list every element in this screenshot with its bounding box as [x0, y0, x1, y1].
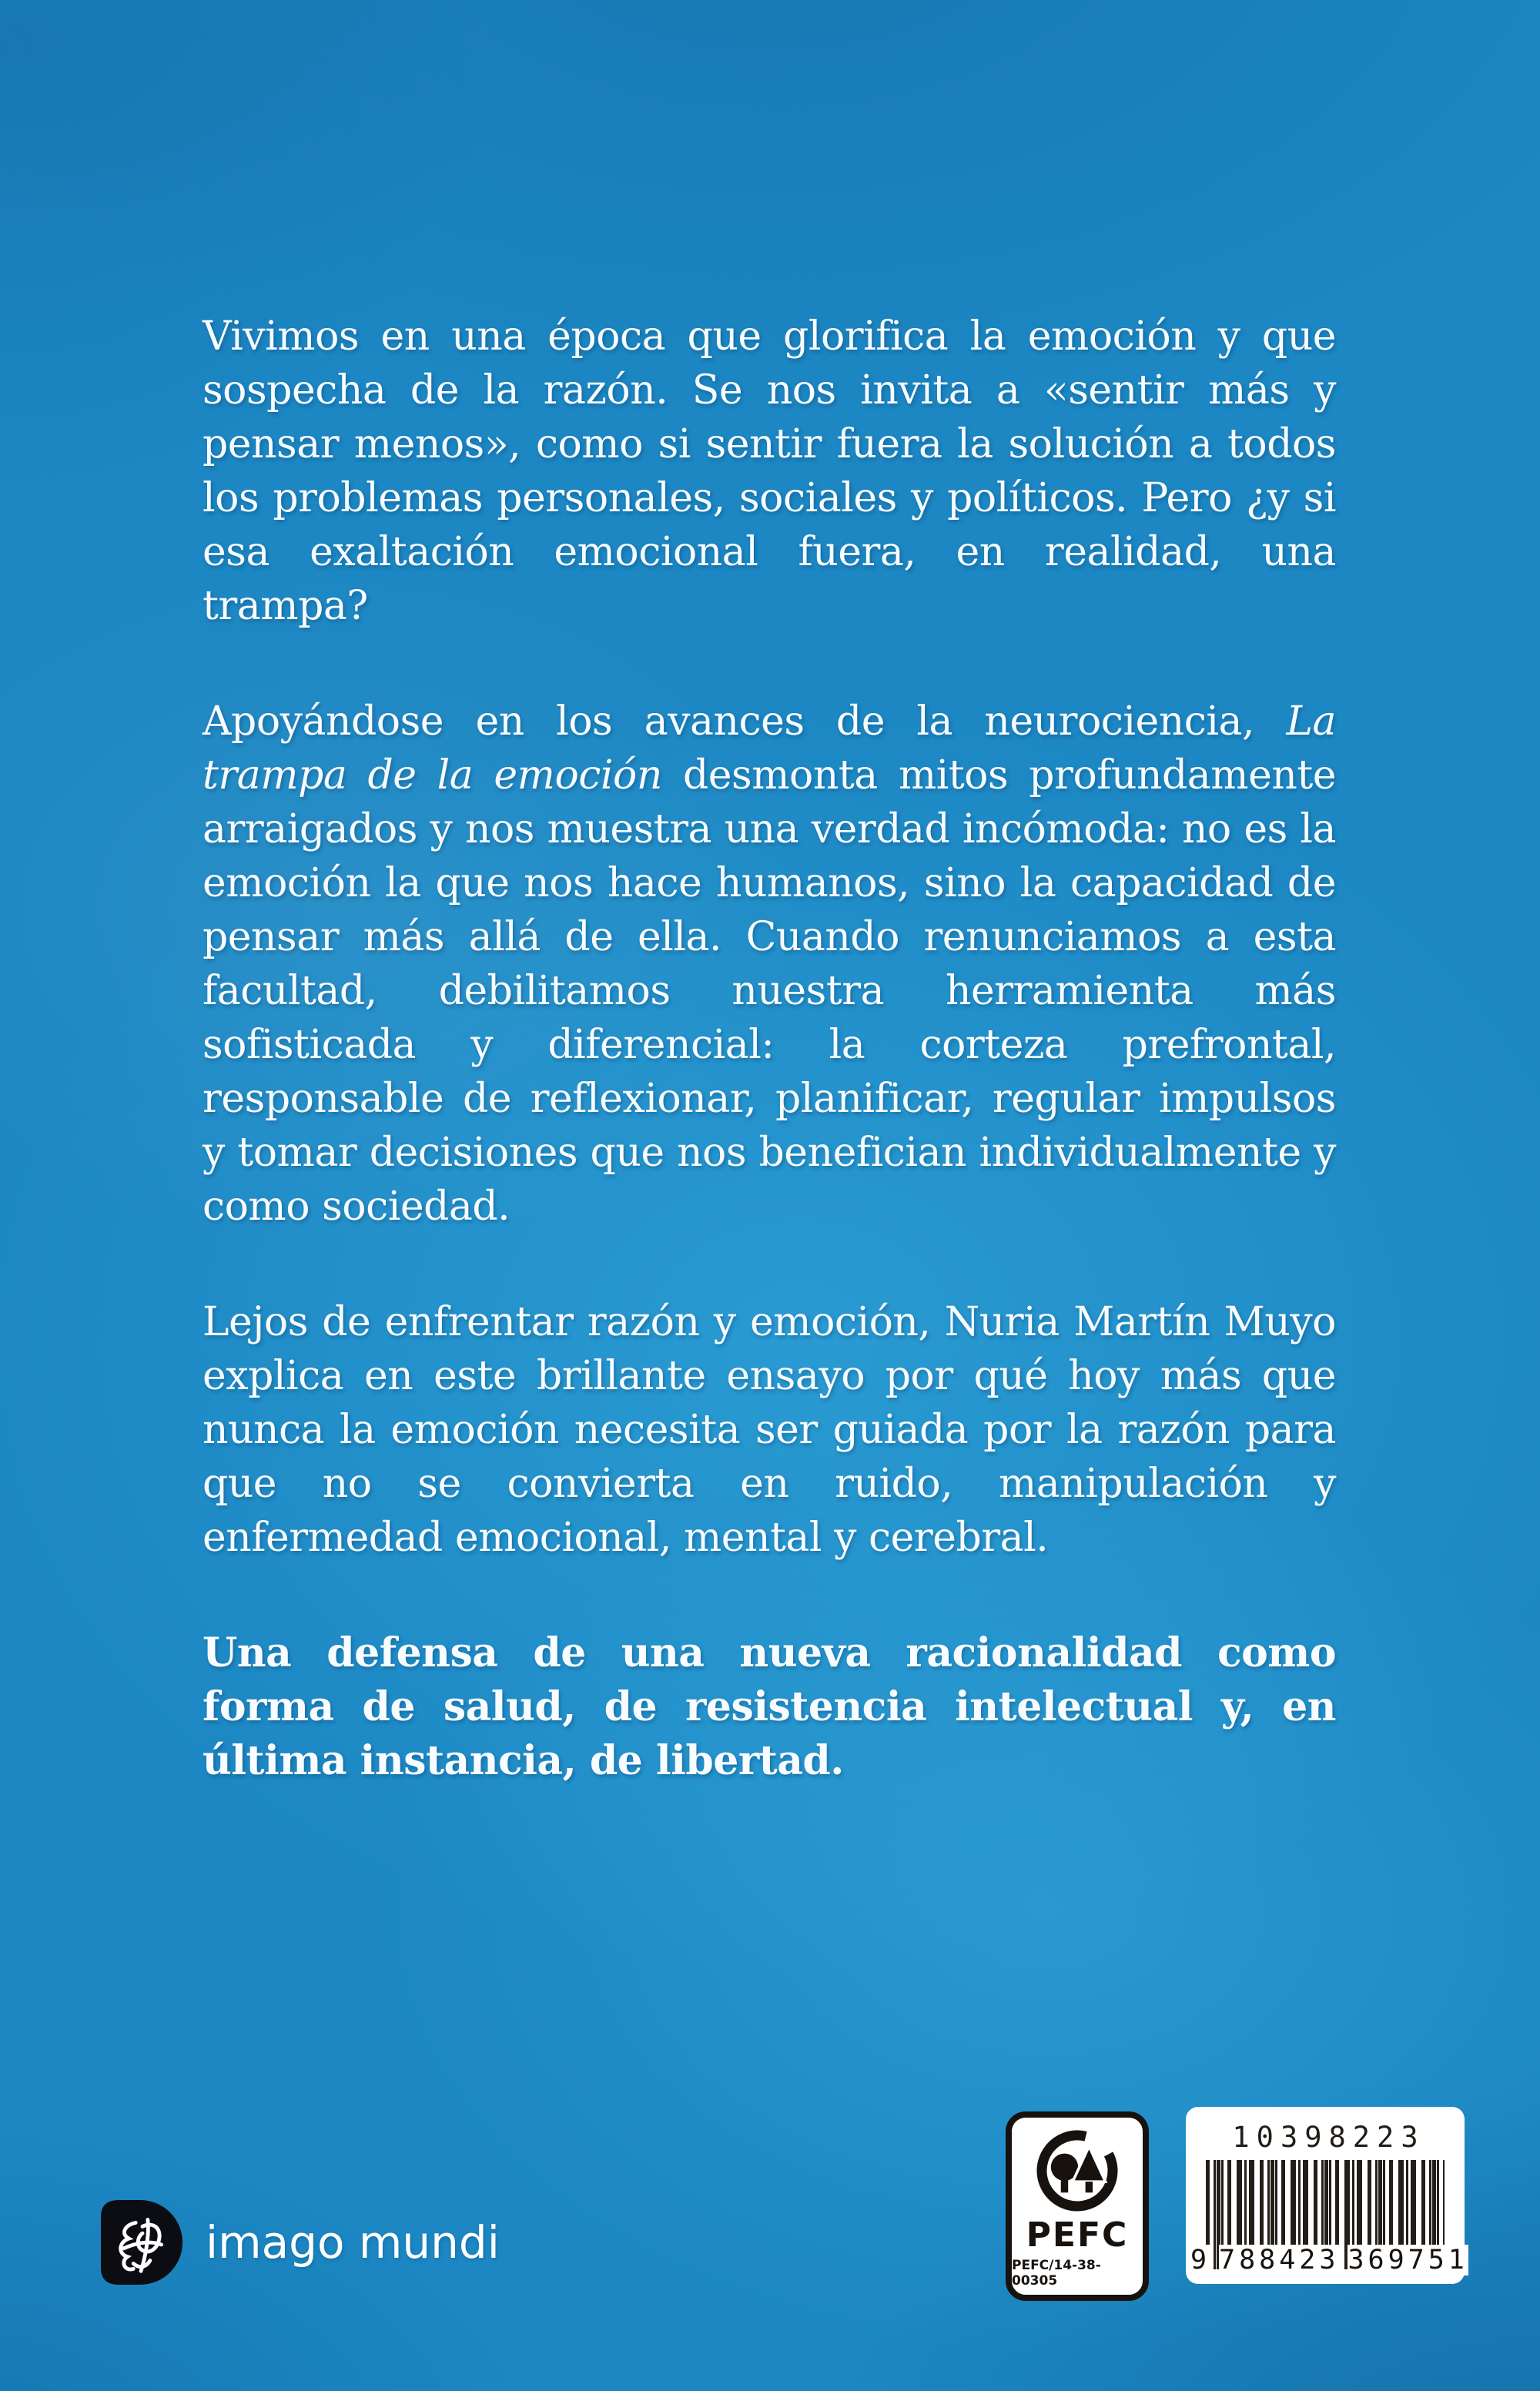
blurb-paragraph-1: Vivimos en una época que glorifica la emoción y que sospecha de la razón. Se nos invita a «sentir más y pensar menos», como si sentir fuera la solución a todos los problemas personales, sociales y políticos. Pero ¿y si esa exaltación emocional fuera, en realidad, una trampa?: [203, 313, 1336, 629]
pefc-cert-code: PEFC/14-38-00305: [1012, 2258, 1101, 2289]
isbn-group-2: 369751: [1348, 2245, 1468, 2275]
blurb: [203, 310, 1336, 1850]
isbn-group-1: 788423: [1219, 2245, 1340, 2275]
blurb-paragraph-2-rest: desmonta mitos profundamente arraigados y nos muestra una verdad incómoda: no es la emoción la que nos hace humanos, sino la capacidad de pensar más allá de ella. Cuando renunciamos a esta facultad, debilitamos nuestra herramienta más sofisticada y diferencial: la corteza prefrontal, responsable de reflexionar, planificar, regular impulsos y tomar decisiones que nos benefician individualmente y como sociedad.: [203, 752, 1337, 1230]
destino-d-icon: [101, 2199, 184, 2286]
pefc-label: PEFC: [1026, 2215, 1129, 2255]
barcode-box: [1186, 2107, 1468, 2284]
pefc-trees-icon: [1032, 2125, 1123, 2216]
pefc-badge: [1006, 2111, 1149, 2301]
book-title-italic: La trampa de la emoción: [203, 698, 1336, 799]
publisher-logo-lockup: [101, 2199, 500, 2286]
isbn-digits: [1190, 2245, 1468, 2275]
barcode-bars: [1190, 2160, 1468, 2275]
isbn-prefix: 9: [1190, 2245, 1210, 2275]
blurb-paragraph-2-intro: Apoyándose en los avances de la neurociencia,: [203, 698, 1287, 745]
blurb-paragraph-4-bold: Una defensa de una nueva racionalidad como forma de salud, de resistencia intelectual y, en última instancia, de libertad.: [203, 1629, 1336, 1784]
barcode-top-number: 10398223: [1232, 2121, 1425, 2154]
blurb-paragraph-2: [203, 695, 1336, 1234]
blurb-paragraph-3: Lejos de enfrentar razón y emoción, Nuria Martín Muyo explica en este brillante ensayo por qué hoy más que nunca la emoción necesita ser guiada por la razón para que no se convierta en ruido, manipulación y enfermedad emocional, mental y cerebral.: [203, 1299, 1336, 1561]
publisher-name: imago mundi: [206, 2216, 500, 2269]
